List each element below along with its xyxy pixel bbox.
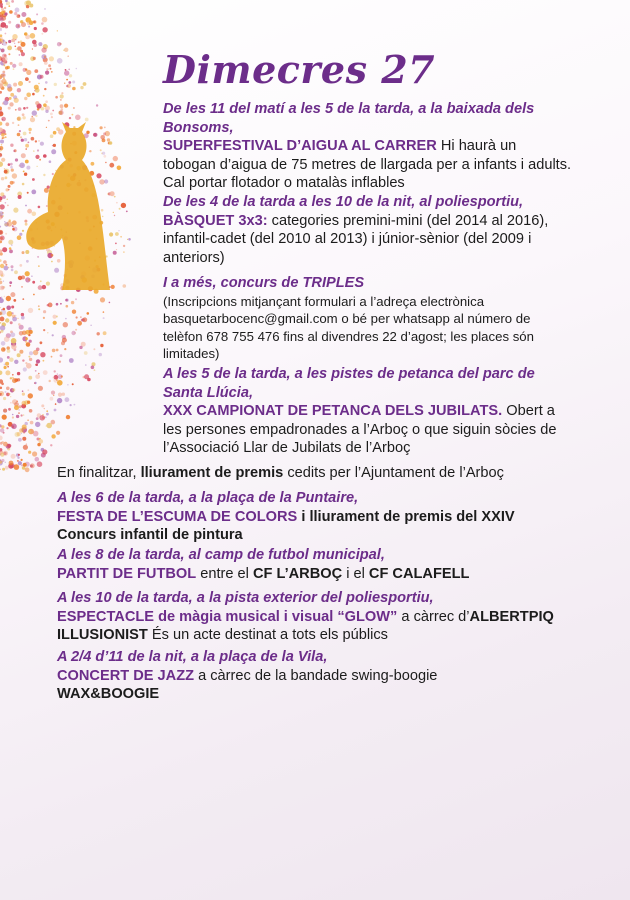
prize-giving-note	[57, 464, 577, 483]
event-heading: A les 5 de la tarda, a les pistes de petanca del parc de Santa Llúcia,	[163, 366, 535, 401]
event-triples	[163, 274, 573, 363]
event-body	[57, 608, 577, 645]
event-futbol	[57, 546, 577, 583]
event-heading: A les 6 de la tarda, a la plaça de la Puntaire,	[57, 490, 359, 506]
event-body	[57, 667, 527, 704]
event-description: Obert a les persones empadronades a l’Arboç o que siguin sòcies de l’Associació Llar de Jubilats de l’Arboç	[163, 403, 557, 456]
event-escuma	[57, 489, 577, 545]
event-heading: A les 10 de la tarda, a la pista exterior del poliesportiu,	[57, 590, 434, 606]
artist-name: ALBERTPIQ ILLUSIONIST	[57, 608, 554, 643]
event-description: Hi haurà un tobogan d’aigua de 75 metres de llargada per a infants i adults. Cal portar flotador o matalàs inflables	[163, 138, 572, 191]
event-text: entre el	[196, 565, 253, 582]
event-heading: De les 4 de la tarda a les 10 de la nit, al poliesportiu,	[163, 194, 524, 210]
event-name: PARTIT DE FUTBOL	[57, 565, 197, 582]
note-bold: lliurament de premis	[140, 465, 284, 481]
event-heading: A 2/4 d’11 de la nit, a la plaça de la Vila,	[57, 649, 328, 665]
team-name: CF CALAFELL	[368, 565, 470, 582]
event-name: ESPECTACLE de màgia musical i visual “GLOW”	[57, 608, 398, 625]
day-title: Dimecres 27	[163, 47, 436, 92]
event-description: (Inscripcions mitjançant formulari a l’adreça electrònica basquetarbocenc@gmail.com o bé per whatsapp al número de telèfon 678 755 476 fins al divendres 22 d’agost; les places són limitades)	[163, 293, 534, 361]
event-description: i lliurament de premis del XXIV Concurs infantil de pintura	[57, 508, 515, 543]
event-body	[57, 565, 577, 584]
event-name: BÀSQUET 3x3:	[163, 212, 268, 229]
event-heading: De les 11 del matí a les 5 de la tarda, a la baixada dels Bonsoms,	[163, 101, 535, 136]
event-name: SUPERFESTIVAL D’AIGUA AL CARRER	[163, 138, 437, 154]
team-name: CF L’ARBOÇ	[252, 565, 343, 582]
event-name: XXX CAMPIONAT DE PETANCA DELS JUBILATS.	[163, 403, 503, 419]
event-text: i el	[342, 565, 369, 582]
event-espectacle	[57, 589, 577, 645]
event-text: a càrrec de la bandade swing-boogie	[194, 667, 438, 684]
event-body	[57, 464, 577, 483]
event-superfestival	[163, 100, 573, 193]
event-heading: A les 8 de la tarda, al camp de futbol municipal,	[57, 547, 385, 563]
event-description: És un acte destinat a tots els públics	[147, 627, 388, 643]
event-description: categories premini-mini (del 2014 al 2016), infantil-cadet (del 2010 al 2013) i júnior-sènior (del 2009 i anteriors)	[163, 212, 549, 266]
event-body	[163, 212, 573, 268]
event-basquet	[163, 193, 573, 267]
event-text: a càrrec d’	[397, 608, 470, 625]
band-name: WAX&BOOGIE	[57, 686, 160, 702]
event-jazz	[57, 648, 527, 704]
event-body	[163, 137, 573, 193]
event-petanca	[163, 365, 573, 458]
note-text: En finalitzar,	[57, 465, 141, 481]
event-body	[57, 508, 577, 545]
event-body	[163, 402, 573, 458]
event-name: FESTA DE L’ESCUMA DE COLORS	[57, 508, 298, 525]
event-name: CONCERT DE JAZZ	[57, 667, 195, 684]
note-text: cedits per l’Ajuntament de l’Arboç	[283, 465, 504, 481]
event-heading: I a més, concurs de TRIPLES	[163, 275, 365, 291]
